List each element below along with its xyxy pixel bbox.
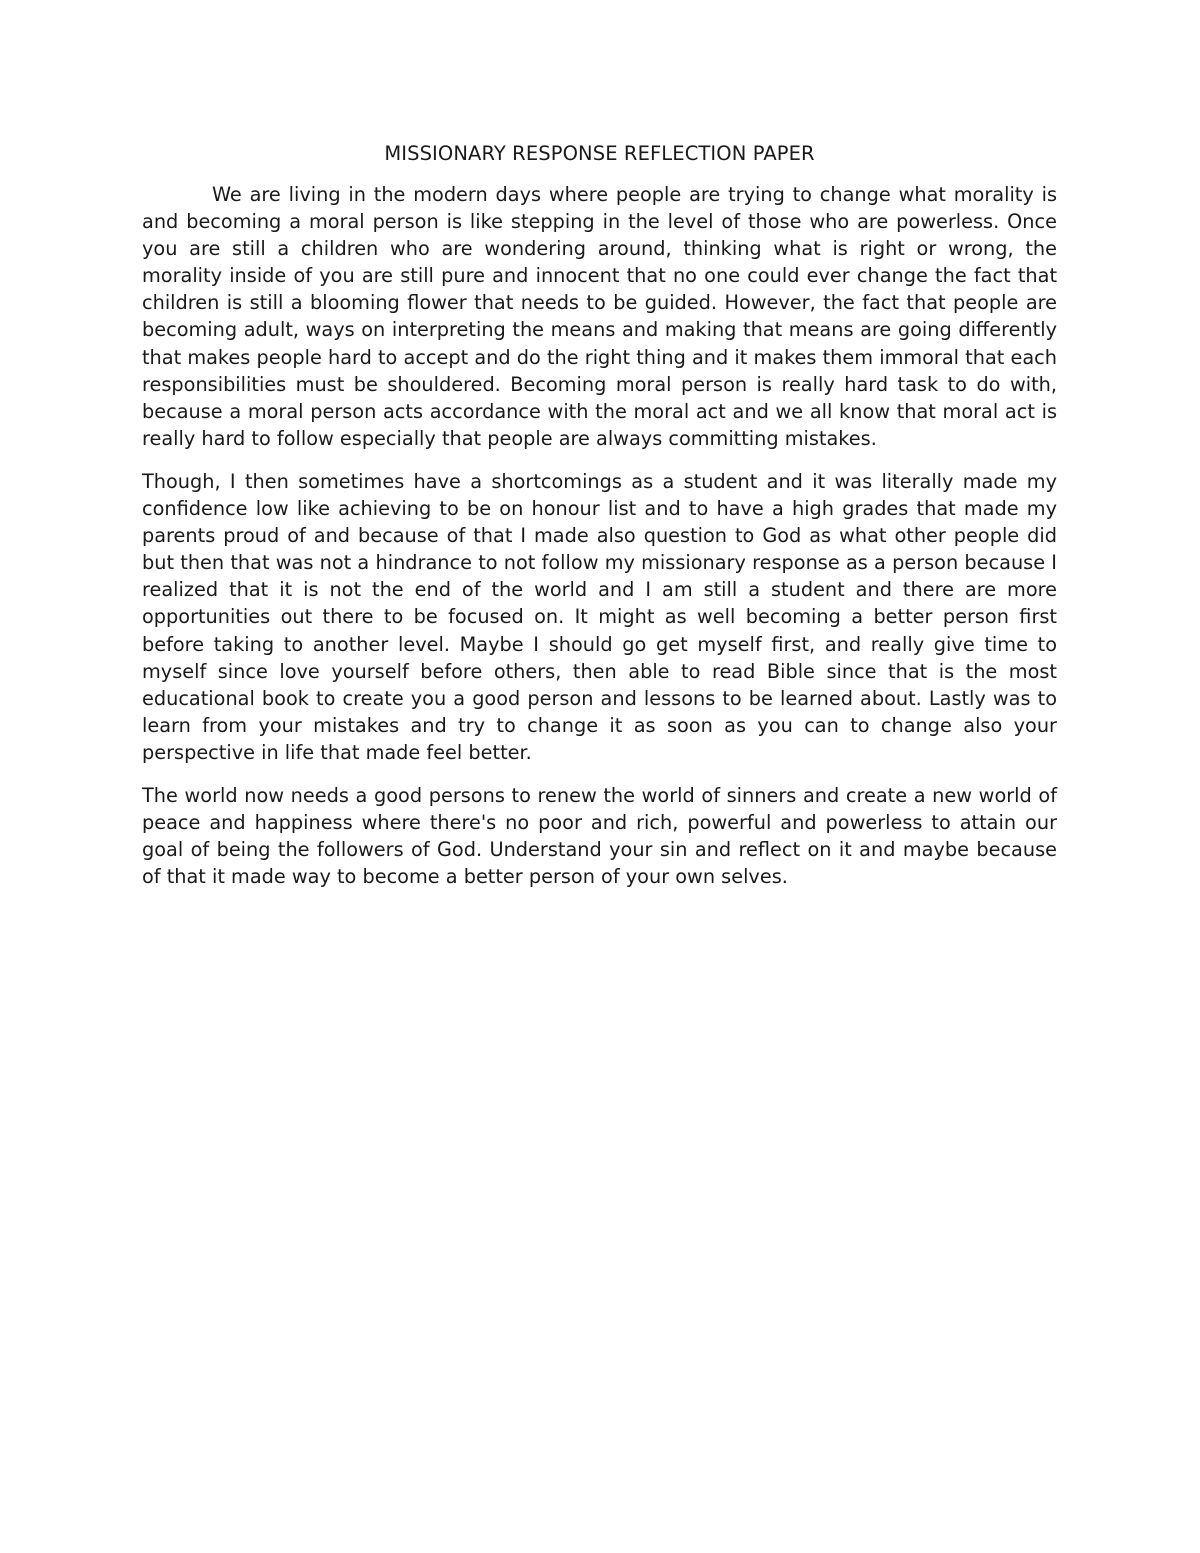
page-title: MISSIONARY RESPONSE REFLECTION PAPER	[384, 142, 815, 165]
paragraph-1: We are living in the modern days where people are trying to change what morality is and becoming a moral person is like stepping in the level of those who are powerless. Once you are still a children who are wondering around, thinking what is right or wrong, the morality inside of you are still pure and innocent that no one could ever change the fact that children is still a blooming flower that needs to be guided. However, the fact that people are becoming adult, ways on interpreting the means and making that means are going differently that makes people hard to accept and do the right thing and it makes them immoral that each responsibilities must be shouldered. Becoming moral person is really hard task to do with, because a moral person acts accordance with the moral act and we all know that moral act is really hard to follow especially that people are always committing mistakes.	[142, 183, 1057, 450]
paragraph-2: Though, I then sometimes have a shortcomings as a student and it was literally made my confidence low like achieving to be on honour list and to have a high grades that made my parents proud of and because of that I made also question to God as what other people did but then that was not a hindrance to not follow my missionary response as a person because I realized that it is not the end of the world and I am still a student and there are more opportunities out there to be focused on. It might as well becoming a better person first before taking to another level. Maybe I should go get myself first, and really give time to myself since love yourself before others, then able to read Bible since that is the most educational book to create you a good person and lessons to be learned about. Lastly was to learn from your mistakes and try to change it as soon as you can to change also your perspective in life that made feel better.	[142, 469, 1057, 764]
document-body	[142, 140, 1057, 906]
paragraph-3: The world now needs a good persons to renew the world of sinners and create a new world of peace and happiness where there's no poor and rich, powerful and powerless to attain our goal of being the followers of God. Understand your sin and reflect on it and maybe because of that it made way to become a better person of your own selves.	[142, 783, 1057, 889]
